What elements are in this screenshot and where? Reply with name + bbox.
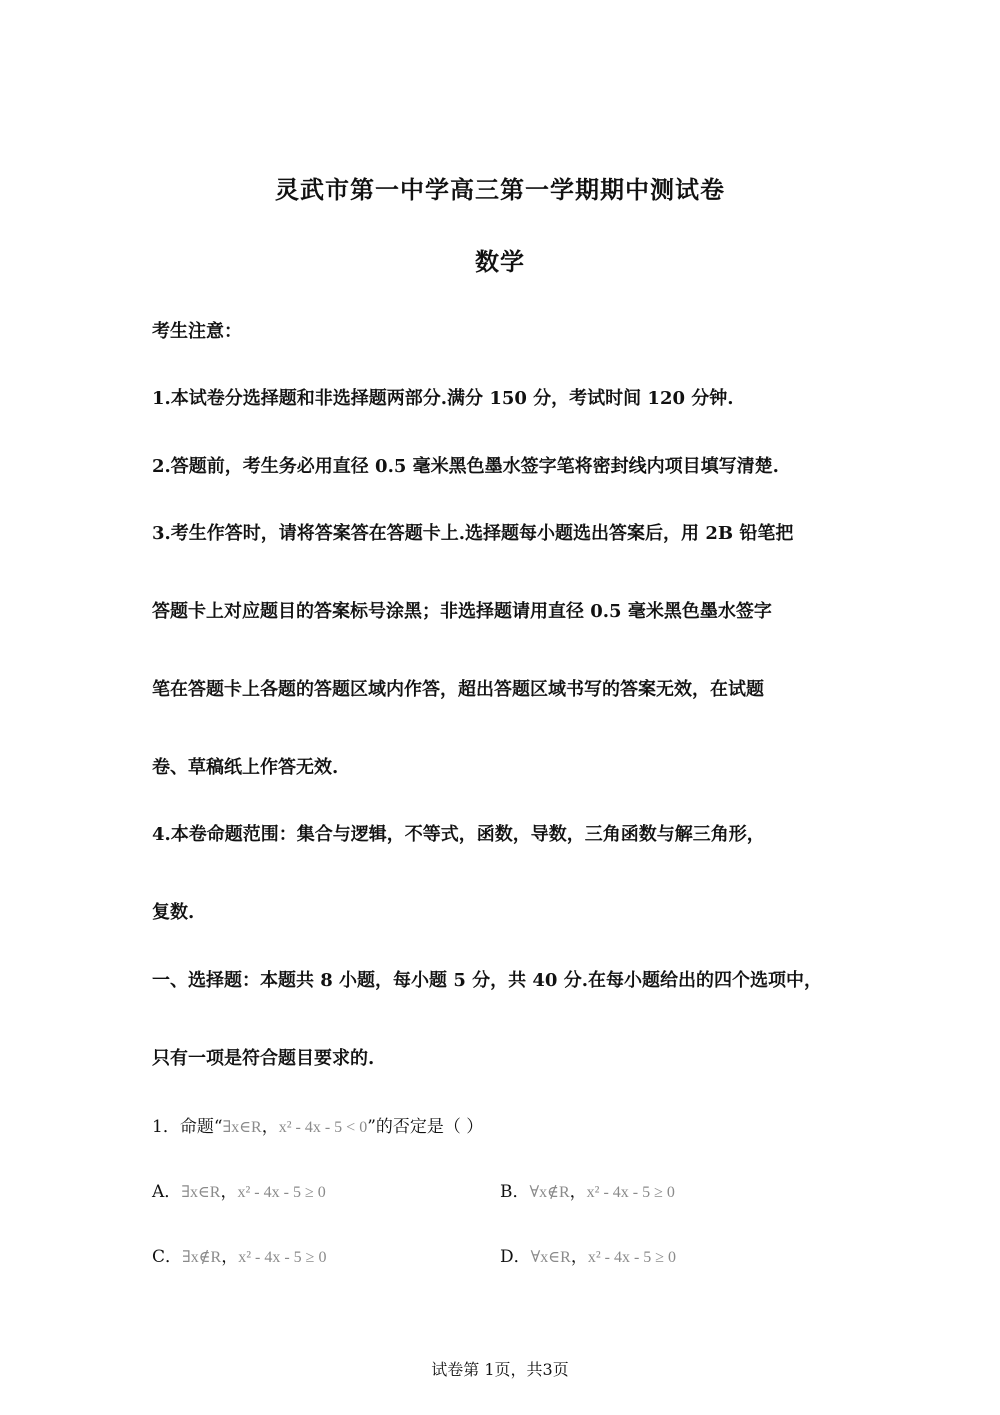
option-quantifier: ∃x∈R <box>181 1184 221 1201</box>
option-separator: ， <box>570 1247 588 1267</box>
notice-line: 3.考生作答时，请将答案答在答题卡上.选择题每小题选出答案后，用 2B 铅笔把 <box>152 523 794 544</box>
notice-line: 答题卡上对应题目的答案标号涂黑；非选择题请用直径 0.5 毫米黑色墨水签字 <box>152 601 772 622</box>
section-heading: 一、选择题：本题共 8 小题，每小题 5 分，共 40 分.在每小题给出的四个选项中， <box>152 970 822 991</box>
option-inequality: x² - 4x - 5 ≥ 0 <box>237 1184 326 1201</box>
option-quantifier: ∃x∉R <box>182 1249 222 1266</box>
notice-heading: 考生注意： <box>152 321 242 342</box>
option-label: D． <box>500 1247 531 1267</box>
option-label: B． <box>500 1182 530 1202</box>
notice-line: 复数. <box>152 902 195 923</box>
option-label: C． <box>152 1247 183 1267</box>
option-separator: ， <box>221 1247 239 1267</box>
exam-title: 灵武市第一中学高三第一学期期中测试卷 <box>275 175 725 204</box>
notice-line: 笔在答题卡上各题的答题区域内作答，超出答题区域书写的答案无效，在试题 <box>152 679 764 700</box>
option-quantifier: ∀x∉R <box>529 1184 570 1201</box>
exam-subject: 数学 <box>475 247 525 276</box>
question-1-inequality: x² - 4x - 5 < 0 <box>278 1119 368 1136</box>
option-quantifier: ∀x∈R <box>530 1249 571 1266</box>
option-c <box>152 1242 326 1267</box>
option-inequality: x² - 4x - 5 ≥ 0 <box>238 1249 327 1266</box>
question-1-condition: ∃x∈R <box>222 1119 262 1136</box>
option-label: A． <box>152 1182 182 1202</box>
option-a <box>152 1177 326 1202</box>
option-inequality: x² - 4x - 5 ≥ 0 <box>586 1184 675 1201</box>
question-1-separator: ， <box>261 1117 279 1137</box>
option-inequality: x² - 4x - 5 ≥ 0 <box>587 1249 677 1266</box>
option-separator: ， <box>220 1182 238 1202</box>
option-separator: ， <box>569 1182 587 1202</box>
question-1-prefix: 1．命题“ <box>152 1117 223 1137</box>
notice-line: 卷、草稿纸上作答无效. <box>152 757 339 778</box>
page-footer: 试卷第 1页，共3页 <box>431 1360 569 1379</box>
option-b <box>500 1177 675 1202</box>
notice-line: 2.答题前，考生务必用直径 0.5 毫米黑色墨水签字笔将密封线内项目填写清楚. <box>152 456 779 477</box>
notice-line: 1.本试卷分选择题和非选择题两部分.满分 150 分，考试时间 120 分钟. <box>152 388 734 409</box>
question-1-stem <box>152 1112 483 1137</box>
option-d <box>500 1242 676 1267</box>
notice-line: 4.本卷命题范围：集合与逻辑，不等式，函数，导数，三角函数与解三角形， <box>152 824 765 845</box>
section-heading: 只有一项是符合题目要求的. <box>152 1048 375 1069</box>
question-1-suffix: ”的否定是（ ） <box>367 1117 484 1137</box>
